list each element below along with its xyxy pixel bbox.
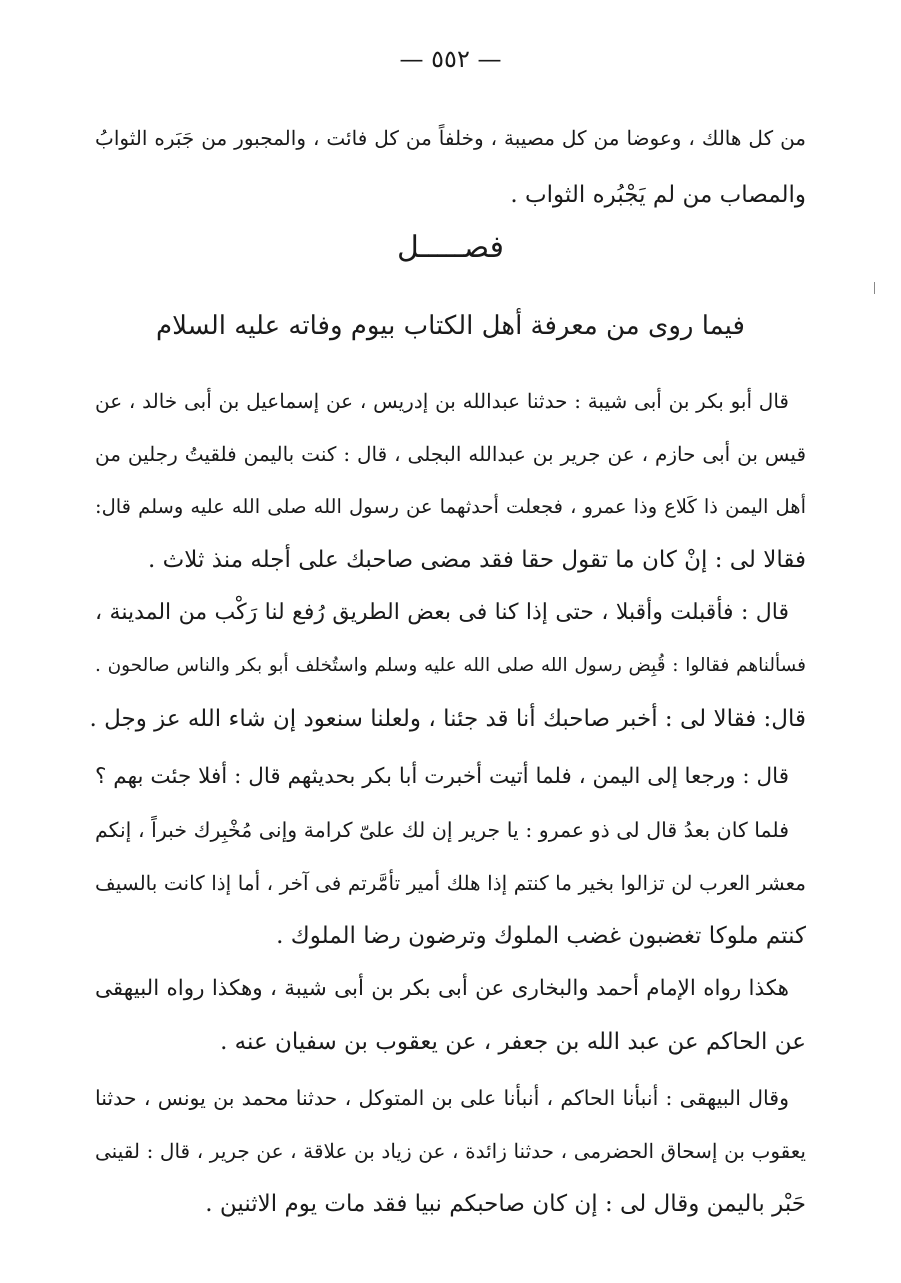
paragraph-3-line-4: كنتم ملوكا تغضبون غضب الملوك وترضون رضا الملوك . [276, 923, 806, 949]
paragraph-5-line-2: يعقوب بن إسحاق الحضرمى ، حدثنا زائدة ، عن زياد بن علاقة ، عن جرير ، قال : لقينى [95, 1139, 806, 1163]
intro-line-2: والمصاب من لم يَجْبُره الثواب . [510, 182, 806, 208]
margin-mark [874, 282, 875, 294]
section-heading: فصـــــل [396, 230, 505, 265]
paragraph-2-line-3: قال: فقالا لى : أخبر صاحبك أنا قد جئنا ، ولعلنا سنعود إن شاء الله عز وجل . [89, 706, 806, 732]
paragraph-1-line-3: أهل اليمن ذا كَلاع وذا عمرو ، فجعلت أحدثهما عن رسول الله صلى الله عليه وسلم قال: [95, 495, 806, 518]
page-number: — ٥٥٢ — [399, 45, 502, 73]
paragraph-4-line-2: عن الحاكم عن عبد الله بن جعفر ، عن يعقوب بن سفيان عنه . [220, 1029, 806, 1055]
paragraph-4-line-1: هكذا رواه الإمام أحمد والبخارى عن أبى بكر بن أبى شيبة ، وهكذا رواه البيهقى [95, 976, 789, 1001]
paragraph-5-line-3: حَبْر باليمن وقال لى : إن كان صاحبكم نبيا فقد مات يوم الاثنين . [205, 1191, 806, 1217]
paragraph-2-line-2: فسألناهم فقالوا : قُبِض رسول الله صلى الله عليه وسلم واستُخلف أبو بكر والناس صالحون . [95, 655, 806, 676]
section-title: فيما روى من معرفة أهل الكتاب بيوم وفاته عليه السلام [156, 311, 745, 341]
paragraph-3-line-1: قال : ورجعا إلى اليمن ، فلما أتيت أخبرت أبا بكر بحديثهم قال : أفلا جئت بهم ؟ [95, 764, 789, 789]
paragraph-1-line-1: قال أبو بكر بن أبى شيبة : حدثنا عبدالله بن إدريس ، عن إسماعيل بن أبى خالد ، عن [95, 389, 789, 413]
intro-line-1: من كل هالك ، وعوضا من كل مصيبة ، وخلفاً من كل فائت ، والمجبور من جَبَره الثوابُ [95, 126, 807, 150]
paragraph-1-line-4: فقالا لى : إنْ كان ما تقول حقا فقد مضى صاحبك على أجله منذ ثلاث . [148, 547, 806, 573]
paragraph-3-line-2: فلما كان بعدُ قال لى ذو عمرو : يا جرير إن لك علىّ كرامة وإنى مُخْبِرك خبراً ، إنكم [95, 818, 789, 842]
paragraph-1-line-2: قيس بن أبى حازم ، عن جرير بن عبدالله البجلى ، قال : كنت باليمن فلقيتُ رجلين من [95, 442, 806, 466]
paragraph-3-line-3: معشر العرب لن تزالوا بخير ما كنتم إذا هلك أمير تأمَّرتم فى آخر ، أما إذا كانت بالسيف [95, 871, 806, 895]
paragraph-2-line-1: قال : فأقبلت وأقبلا ، حتى إذا كنا فى بعض الطريق رُفع لنا رَكْب من المدينة ، [95, 600, 789, 625]
paragraph-5-line-1: وقال البيهقى : أنبأنا الحاكم ، أنبأنا على بن المتوكل ، حدثنا محمد بن يونس ، حدثنا [95, 1086, 789, 1110]
